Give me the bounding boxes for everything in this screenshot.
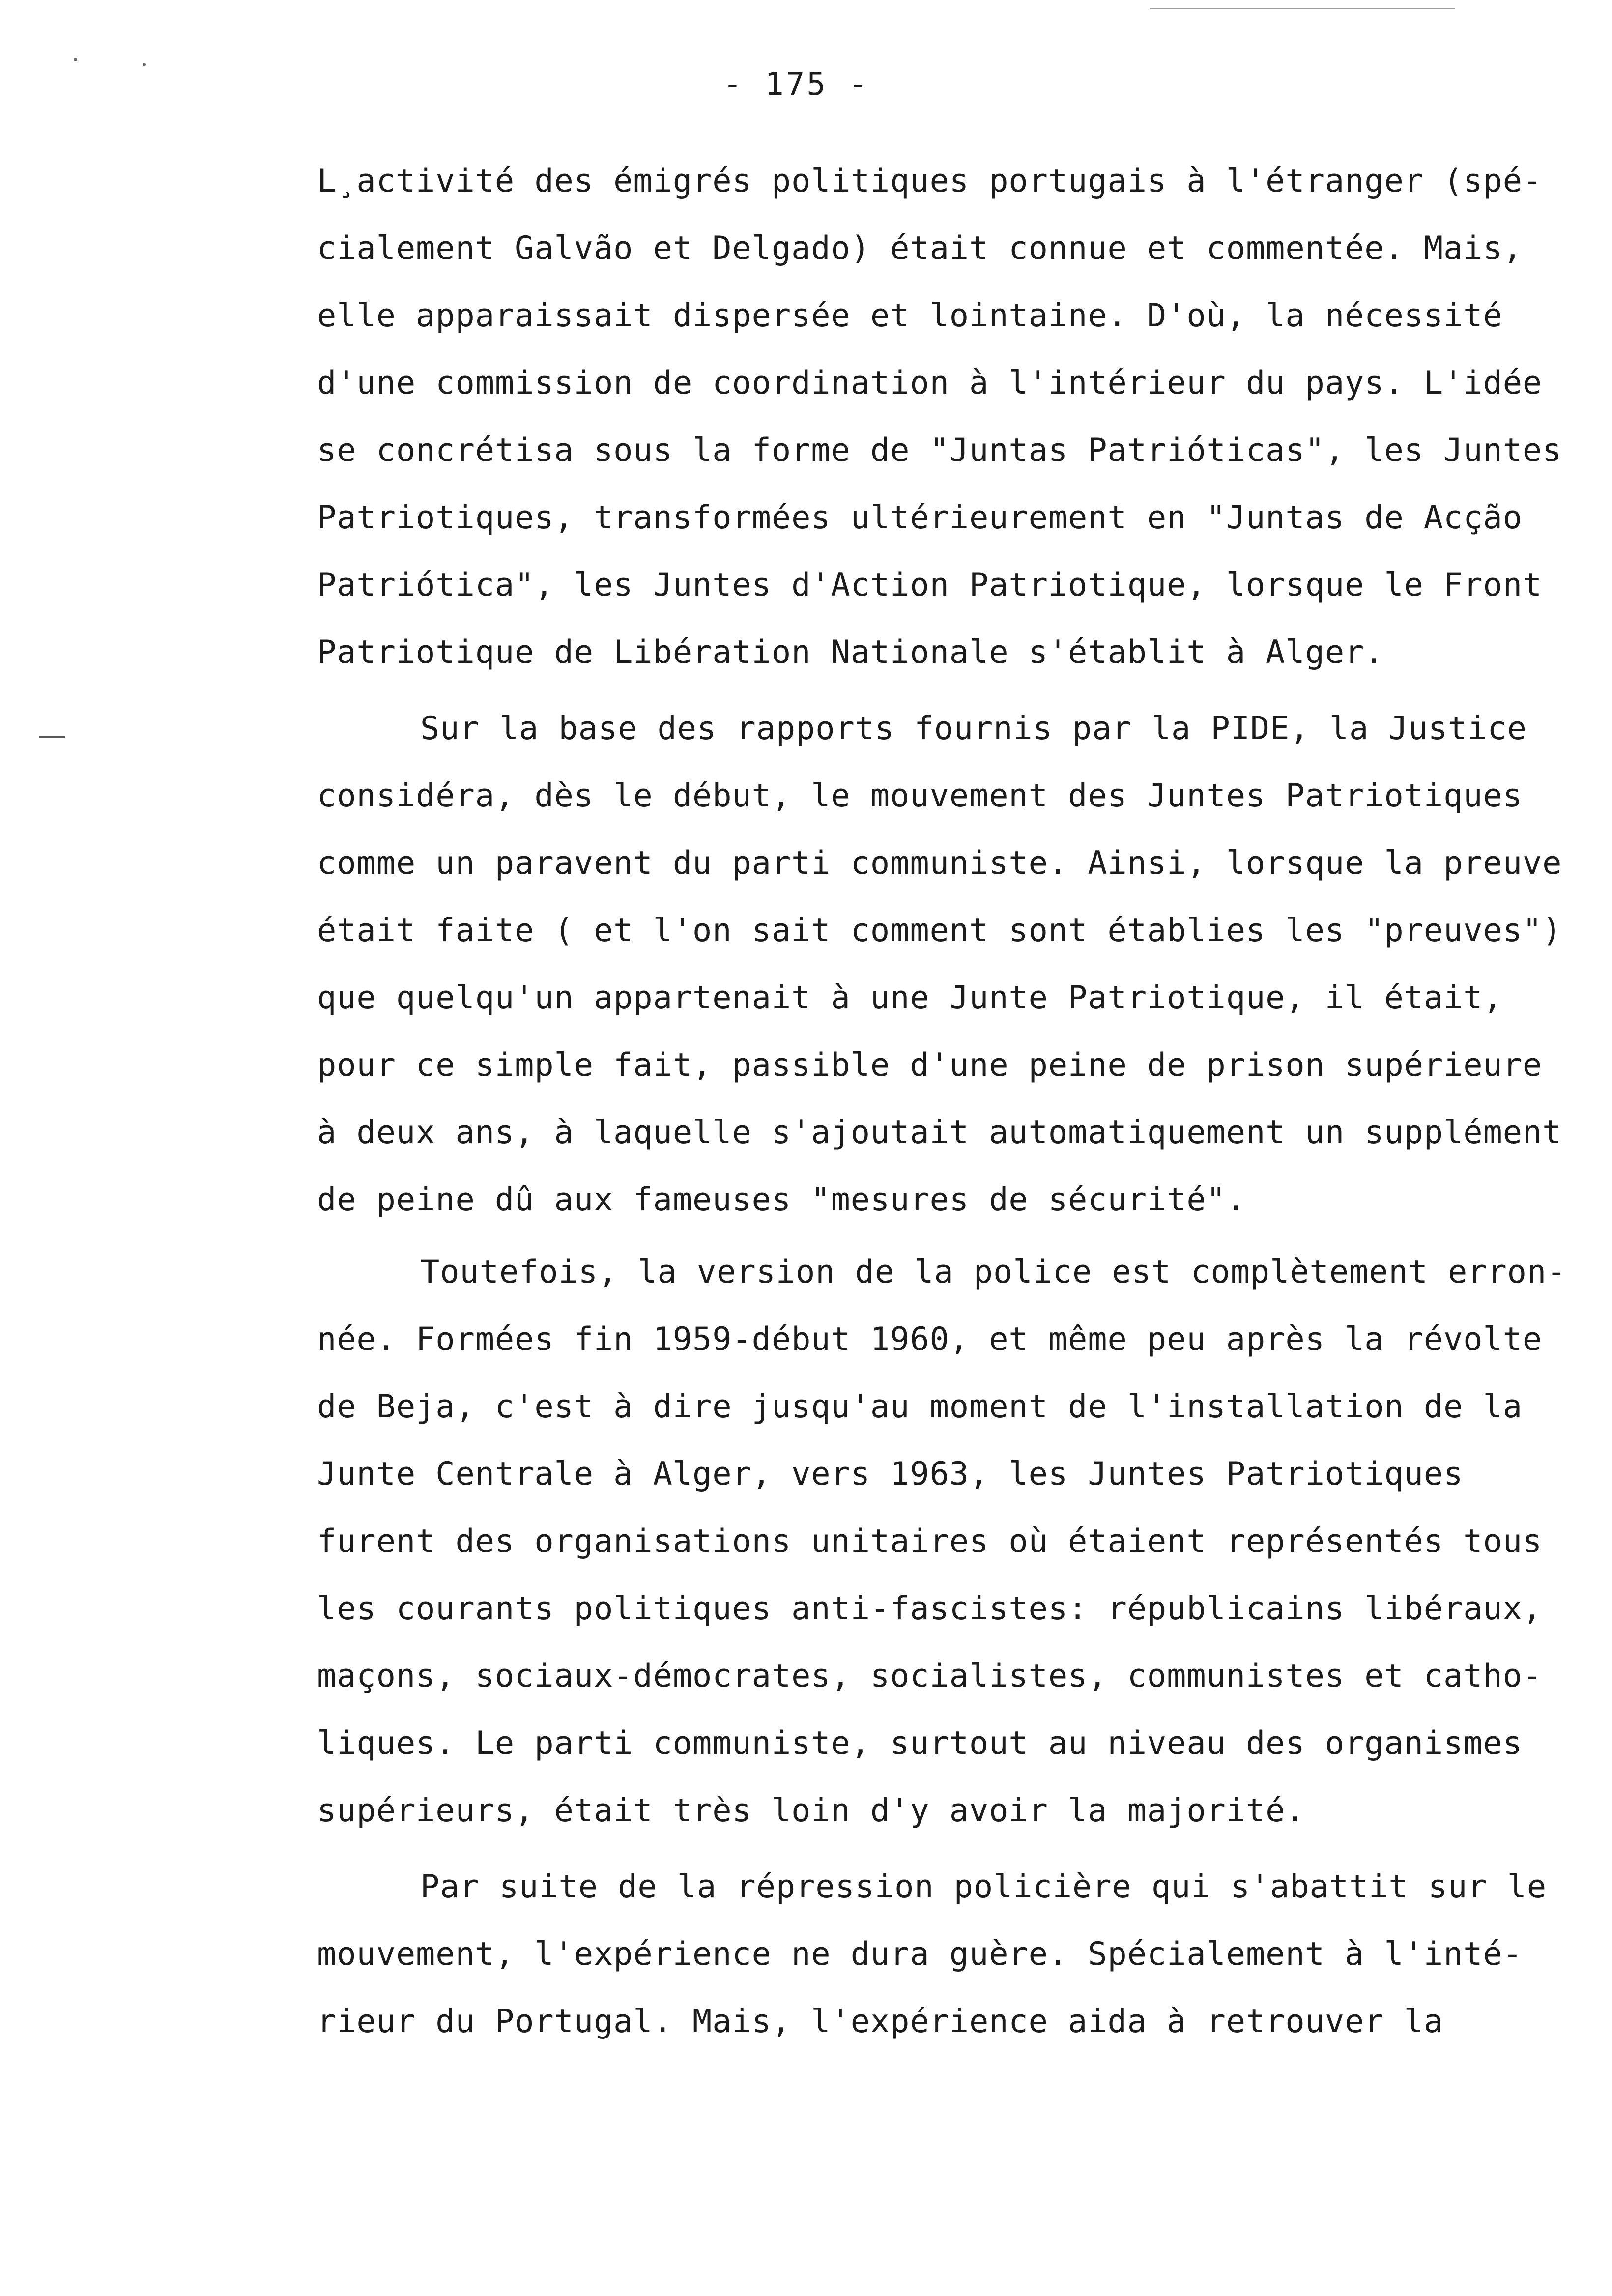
paragraph (317, 1853, 1595, 2055)
margin-mark (39, 736, 65, 738)
paragraph (317, 1238, 1595, 1844)
text-line: comme un paravent du parti communiste. Ainsi, lorsque la preuve (317, 844, 1562, 882)
text-line: de Beja, c'est à dire jusqu'au moment de l'installation de la (317, 1388, 1523, 1425)
text-line: née. Formées fin 1959-début 1960, et même peu après la révolte (317, 1320, 1543, 1358)
scan-speck (143, 63, 146, 66)
page-number: - 175 - (723, 66, 869, 103)
text-line: cialement Galvão et Delgado) était connue et commentée. Mais, (317, 230, 1523, 267)
text-line: Sur la base des rapports fournis par la PIDE, la Justice (420, 710, 1527, 747)
text-line: Patriótica", les Juntes d'Action Patriotique, lorsque le Front (317, 566, 1543, 603)
text-line: L¸activité des émigrés politiques portugais à l'étranger (spé- (317, 162, 1543, 200)
text-line: supérieurs, était très loin d'y avoir la majorité. (317, 1792, 1305, 1829)
body-text (317, 147, 1595, 2055)
text-line: rieur du Portugal. Mais, l'expérience aida à retrouver la (317, 2003, 1444, 2040)
text-line: à deux ans, à laquelle s'ajoutait automatiquement un supplément (317, 1114, 1562, 1151)
text-line: liques. Le parti communiste, surtout au niveau des organismes (317, 1724, 1523, 1762)
text-line: les courants politiques anti-fascistes: républicains libéraux, (317, 1590, 1543, 1627)
text-line: que quelqu'un appartenait à une Junte Patriotique, il était, (317, 979, 1503, 1016)
text-line: Toutefois, la version de la police est complètement erron- (420, 1253, 1567, 1291)
paragraph (317, 695, 1595, 1234)
text-line: pour ce simple fait, passible d'une peine de prison supérieure (317, 1046, 1543, 1084)
text-line: elle apparaissait dispersée et lointaine. D'où, la nécessité (317, 297, 1503, 334)
text-line: furent des organisations unitaires où étaient représentés tous (317, 1522, 1543, 1560)
paragraph (317, 147, 1595, 686)
text-line: de peine dû aux fameuses "mesures de sécurité". (317, 1181, 1246, 1218)
text-line: considéra, dès le début, le mouvement des Juntes Patriotiques (317, 777, 1523, 814)
text-line: maçons, sociaux-démocrates, socialistes, communistes et catho- (317, 1657, 1543, 1694)
text-line: Patriotique de Libération Nationale s'établit à Alger. (317, 633, 1384, 671)
text-line: mouvement, l'expérience ne dura guère. Spécialement à l'inté- (317, 1935, 1523, 1973)
top-edge-rule (1150, 8, 1455, 9)
text-line: Patriotiques, transformées ultérieurement en "Juntas de Acção (317, 499, 1523, 536)
scan-speck (74, 58, 77, 61)
text-line: Par suite de la répression policière qui s'abattit sur le (420, 1868, 1547, 1905)
text-line: d'une commission de coordination à l'intérieur du pays. L'idée (317, 364, 1543, 402)
text-line: Junte Centrale à Alger, vers 1963, les Juntes Patriotiques (317, 1455, 1464, 1492)
text-line: était faite ( et l'on sait comment sont établies les "preuves") (317, 912, 1562, 949)
text-line: se concrétisa sous la forme de "Juntas Patrióticas", les Juntes (317, 431, 1562, 469)
